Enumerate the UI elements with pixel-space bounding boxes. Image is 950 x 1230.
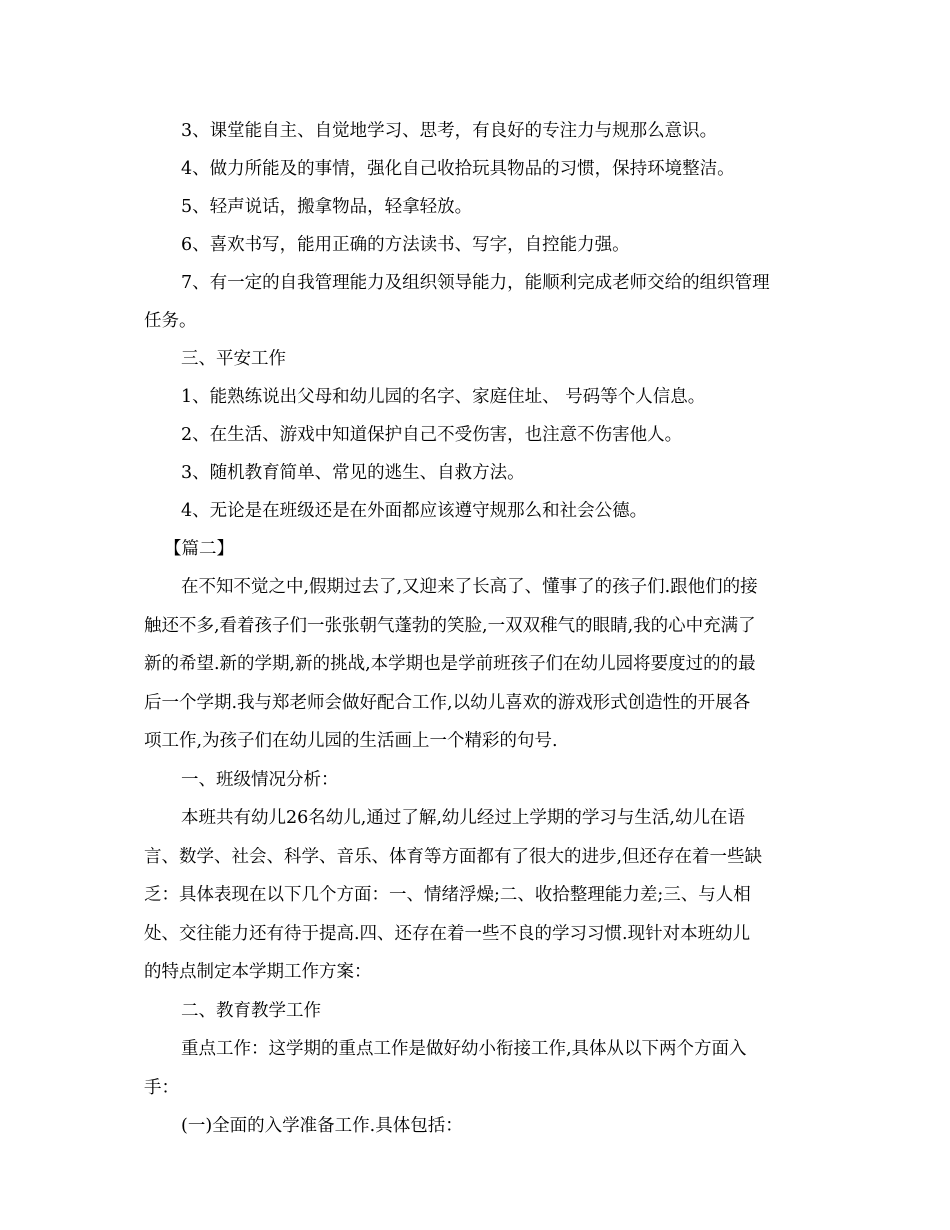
paragraph-line: 项工作,为孩子们在幼儿园的生活画上一个精彩的句号. <box>144 731 558 751</box>
part-two-heading: 【篇二】 <box>164 539 234 559</box>
paragraph-line: 本班共有幼儿26名幼儿,通过了解,幼儿经过上学期的学习与生活,幼儿在语 <box>181 808 745 828</box>
section-heading-teaching: 二、教育教学工作 <box>181 1000 321 1021</box>
document-body <box>144 112 814 1146</box>
paragraph-line: 1、能熟练说出父母和幼儿园的名字、家庭住址、 号码等个人信息。 <box>181 387 706 407</box>
paragraph-line: 乏：具体表现在以下几个方面：一、情绪浮燥;二、收拾整理能力差;三、与人相 <box>144 885 751 905</box>
paragraph-line: 7、有一定的自我管理能力及组织领导能力，能顺利完成老师交给的组织管理 <box>181 273 770 293</box>
paragraph-line: 后一个学期.我与郑老师会做好配合工作,以幼儿喜欢的游戏形式创造性的开展各 <box>144 692 751 713</box>
paragraph-line: 3、随机教育简单、常见的逃生、自救方法。 <box>181 463 525 483</box>
paragraph-line: 在不知不觉之中,假期过去了,又迎来了长高了、懂事了的孩子们.跟他们的接 <box>181 577 758 597</box>
paragraph-line: 触还不多,看着孩子们一张张朝气蓬勃的笑脸,一双双稚气的眼睛,我的心中充满了 <box>144 615 756 636</box>
paragraph-line: 6、喜欢书写，能用正确的方法读书、写字，自控能力强。 <box>181 235 630 255</box>
paragraph-line: 处、交往能力还有待于提高.四、还存在着一些不良的学习习惯.现针对本班幼儿 <box>144 923 751 944</box>
paragraph-line: 3、课堂能自主、自觉地学习、思考，有良好的专注力与规那么意识。 <box>181 121 718 141</box>
paragraph-line: 2、在生活、游戏中知道保护自己不受伤害，也注意不伤害他人。 <box>181 425 683 445</box>
paragraph-line: 4、做力所能及的事情，强化自己收拾玩具物品的习惯，保持环境整洁。 <box>181 159 735 179</box>
paragraph-line: 手： <box>144 1077 179 1098</box>
part-two-body <box>144 568 814 1146</box>
paragraph-line: 重点工作：这学期的重点工作是做好幼小衔接工作,具体从以下两个方面入 <box>181 1039 747 1059</box>
paragraph-line: 的特点制定本学期工作方案： <box>144 962 372 982</box>
section-heading-safety: 三、平安工作 <box>181 349 286 369</box>
section-heading-analysis: 一、班级情况分析： <box>181 769 339 790</box>
paragraph-line: 新的希望.新的学期,新的挑战,本学期也是学前班孩子们在幼儿园将要度过的的最 <box>144 654 756 674</box>
paragraph-line: 言、数学、社会、科学、音乐、体育等方面都有了很大的进步,但还存在着一些缺 <box>144 846 763 867</box>
list-item-prep: (一)全面的入学准备工作.具体包括： <box>181 1116 463 1136</box>
paragraph-line: 任务。 <box>144 311 197 331</box>
paragraph-line: 4、无论是在班级还是在外面都应该遵守规那么和社会公德。 <box>181 501 648 521</box>
paragraph-line: 5、轻声说话，搬拿物品，轻拿轻放。 <box>181 197 473 217</box>
